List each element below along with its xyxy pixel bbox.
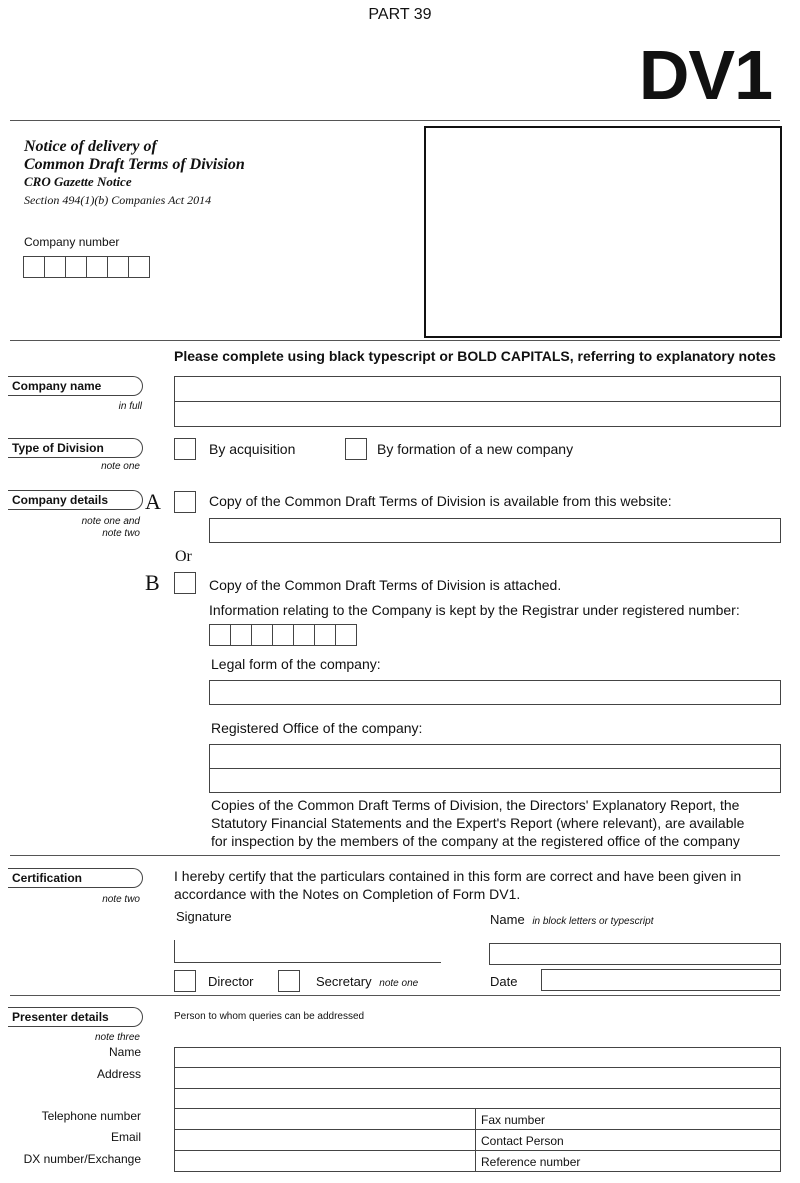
note-line-2: note two [102, 528, 140, 539]
date-label: Date [490, 974, 518, 989]
registered-office-input-1[interactable] [209, 744, 781, 769]
title-line-2: Common Draft Terms of Division [24, 156, 245, 173]
contact-cell[interactable] [475, 1129, 781, 1151]
form-title [24, 138, 245, 174]
or-label: Or [175, 548, 192, 565]
presenter-name-input[interactable] [174, 1047, 781, 1069]
registered-number-field[interactable] [209, 624, 357, 646]
divider [10, 855, 780, 856]
new-company-checkbox[interactable] [345, 438, 367, 460]
reference-number-label: Reference number [481, 1155, 581, 1169]
company-number-label: Company number [24, 235, 120, 249]
presenter-details-label: Presenter details [8, 1007, 143, 1027]
presenter-name-label: Name [108, 1045, 141, 1059]
copies-line-3: for inspection by the members of the company at the registered office of the company [211, 833, 740, 849]
office-use-box [424, 126, 782, 338]
presenter-note: note three [94, 1032, 140, 1043]
instructions: Please complete using black typescript or BOLD CAPITALS, referring to explanatory notes [174, 348, 776, 364]
form-subtitle: CRO Gazette Notice [24, 174, 132, 189]
option-a-letter: A [145, 489, 161, 514]
company-details-note [40, 516, 140, 540]
company-name-input-line-2[interactable] [174, 401, 781, 427]
director-label: Director [208, 974, 254, 989]
signature-field[interactable] [174, 940, 441, 963]
company-name-input-line-1[interactable] [174, 376, 781, 402]
secretary-note: note one [379, 978, 419, 989]
option-b-letter: B [145, 570, 160, 595]
fax-label: Fax number [481, 1113, 546, 1127]
divider [10, 120, 780, 121]
presenter-dx-label: DX number/Exchange [23, 1152, 141, 1166]
copies-line-1: Copies of the Common Draft Terms of Division, the Directors' Explanatory Report, the [211, 797, 740, 813]
option-b-checkbox[interactable] [174, 572, 196, 594]
company-number-field[interactable] [23, 256, 150, 278]
option-a-text: Copy of the Common Draft Terms of Division is available from this website: [209, 493, 672, 509]
legal-section: Section 494(1)(b) Companies Act 2014 [24, 193, 212, 207]
part-label: PART 39 [368, 6, 432, 23]
option-b-text: Copy of the Common Draft Terms of Division is attached. [209, 577, 562, 593]
website-input[interactable] [209, 518, 781, 543]
by-acquisition-checkbox[interactable] [174, 438, 196, 460]
secretary-checkbox[interactable] [278, 970, 300, 992]
certification-note: note two [102, 894, 140, 905]
presenter-address-input-1[interactable] [174, 1067, 781, 1089]
legal-form-input[interactable] [209, 680, 781, 705]
legal-form-label: Legal form of the company: [211, 656, 381, 672]
presenter-address-label: Address [96, 1067, 141, 1081]
statement-line-2: accordance with the Notes on Completion of Form DV1. [174, 886, 521, 902]
type-of-division-note: note one [101, 461, 140, 472]
divider [10, 995, 780, 996]
title-line-1: Notice of delivery of [24, 138, 157, 155]
presenter-telephone-label: Telephone number [41, 1109, 141, 1123]
registrar-info-text: Information relating to the Company is kept by the Registrar under registered number: [209, 602, 740, 618]
name-label-group [490, 912, 653, 927]
presenter-email-input[interactable] [174, 1129, 477, 1151]
certification-statement [174, 867, 741, 903]
copies-statement [211, 796, 744, 850]
certification-label: Certification [8, 868, 143, 888]
copies-line-2: Statutory Financial Statements and the Expert's Report (where relevant), are available [211, 815, 745, 831]
secretary-label: Secretary [316, 974, 372, 989]
new-company-label: By formation of a new company [377, 441, 574, 457]
registered-office-input-2[interactable] [209, 768, 781, 793]
fax-cell[interactable] [475, 1108, 781, 1130]
presenter-telephone-input[interactable] [174, 1108, 477, 1130]
form-code: DV1 [638, 36, 772, 114]
secretary-label-group [316, 974, 418, 989]
statement-line-1: I hereby certify that the particulars contained in this form are correct and have been given in [174, 868, 742, 884]
option-a-checkbox[interactable] [174, 491, 196, 513]
company-name-note: in full [118, 401, 142, 412]
director-checkbox[interactable] [174, 970, 196, 992]
company-details-label: Company details [8, 490, 143, 510]
presenter-dx-input[interactable] [174, 1150, 477, 1172]
type-of-division-label: Type of Division [8, 438, 143, 458]
note-line-1: note one and [81, 516, 140, 527]
date-input[interactable] [541, 969, 781, 991]
by-acquisition-label: By acquisition [209, 441, 296, 457]
signature-label: Signature [176, 909, 232, 924]
registered-office-label: Registered Office of the company: [211, 720, 423, 736]
name-input[interactable] [489, 943, 781, 965]
presenter-email-label: Email [110, 1130, 141, 1144]
presenter-address-input-2[interactable] [174, 1088, 781, 1110]
company-name-label: Company name [8, 376, 143, 396]
queries-text: Person to whom queries can be addressed [174, 1011, 365, 1022]
divider [10, 340, 780, 341]
reference-cell[interactable] [475, 1150, 781, 1172]
name-hint: in block letters or typescript [532, 916, 654, 927]
contact-person-label: Contact Person [481, 1134, 564, 1148]
name-label: Name [490, 912, 525, 927]
